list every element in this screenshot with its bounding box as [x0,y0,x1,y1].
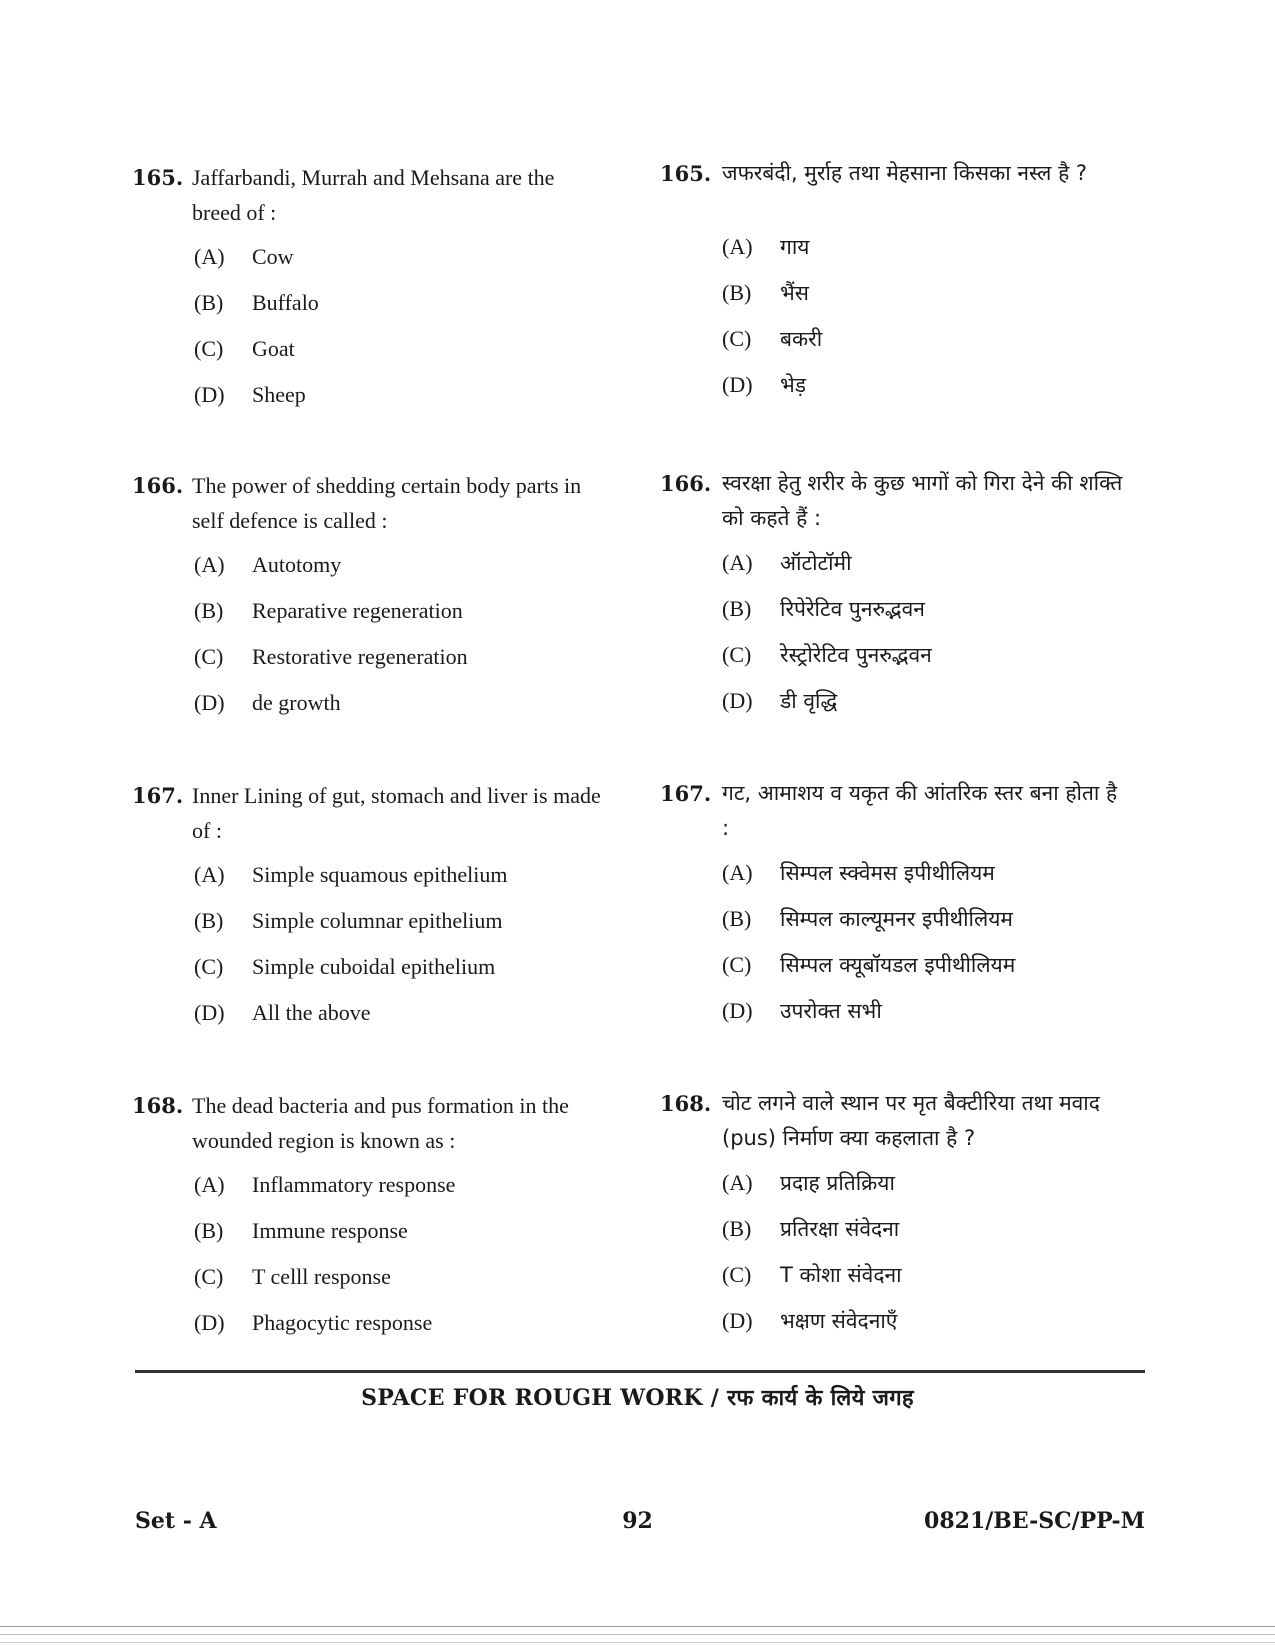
option-text: बकरी [780,327,823,351]
question-stem [660,466,1130,536]
option-d [722,369,1130,415]
options-list [132,1169,602,1353]
option-b [194,287,602,333]
option-letter: (C) [194,644,224,669]
option-letter: (C) [194,336,224,361]
option-text: गाय [780,235,810,259]
option-c [722,1259,1130,1305]
paper-code: 0821/BE-SC/PP-M [924,1508,1145,1534]
option-letter: (C) [722,642,752,667]
option-text: Immune response [252,1218,408,1243]
option-d [722,1305,1130,1351]
question-number: 167. [660,781,712,806]
option-letter: (C) [722,1262,752,1287]
option-letter: (C) [194,1264,224,1289]
option-c [194,333,602,379]
question-text: स्वरक्षा हेतु शरीर के कुछ भागों को गिरा देने की शक्ति को कहते हैं : [722,471,1123,530]
option-a [722,1167,1130,1213]
option-text: de growth [252,690,341,715]
question-number: 165. [132,165,184,190]
option-b [722,593,1130,639]
question-165-en [132,160,602,425]
question-167-hi [660,776,1130,1041]
rough-work-label: SPACE FOR ROUGH WORK / रफ कार्य के लिये जगह [361,1385,914,1411]
option-text: Simple columnar epithelium [252,908,503,933]
option-text: Inflammatory response [252,1172,456,1197]
question-stem [132,778,602,848]
option-text: Goat [252,336,295,361]
question-text: The power of shedding certain body parts in self defence is called : [192,473,582,533]
option-letter: (A) [194,552,225,577]
option-text: डी वृद्धि [780,689,838,713]
options-list [132,549,602,733]
option-text: Phagocytic response [252,1310,433,1335]
option-text: रेस्ट्रोरेटिव पुनरुद्भवन [780,643,932,667]
option-d [194,379,602,425]
option-letter: (B) [194,1218,224,1243]
option-b [194,905,602,951]
options-list [660,547,1130,731]
option-b [194,595,602,641]
question-text: Inner Lining of gut, stomach and liver is made of : [192,783,601,843]
option-letter: (A) [722,860,753,885]
option-text: भक्षण संवेदनाएँ [780,1309,898,1333]
question-166-hi [660,466,1130,731]
option-letter: (D) [194,690,225,715]
option-letter: (B) [722,906,752,931]
option-letter: (C) [722,952,752,977]
option-b [722,1213,1130,1259]
option-b [722,903,1130,949]
option-a [194,549,602,595]
option-c [194,641,602,687]
option-text: T कोशा संवेदना [780,1263,902,1287]
scan-edge-line [0,1642,1275,1643]
option-letter: (B) [722,596,752,621]
option-letter: (A) [194,1172,225,1197]
option-d [194,997,602,1043]
question-number: 167. [132,783,184,808]
option-letter: (B) [194,598,224,623]
option-c [722,323,1130,369]
option-letter: (C) [722,326,752,351]
option-b [194,1215,602,1261]
option-text: Buffalo [252,290,319,315]
option-letter: (D) [194,382,225,407]
question-stem [660,1086,1130,1156]
question-number: 166. [132,473,184,498]
options-list [132,859,602,1043]
option-a [194,1169,602,1215]
question-text: Jaffarbandi, Murrah and Mehsana are the breed of : [192,165,555,225]
question-text: गट, आमाशय व यकृत की आंतरिक स्तर बना होता है : [722,781,1118,840]
page-number: 92 [622,1508,653,1534]
option-c [722,639,1130,685]
option-d [194,687,602,733]
option-letter: (D) [194,1310,225,1335]
option-b [722,277,1130,323]
question-stem [132,468,602,538]
options-list [660,857,1130,1041]
option-text: प्रदाह प्रतिक्रिया [780,1171,895,1195]
question-stem [132,1088,602,1158]
question-number: 168. [660,1091,712,1116]
option-letter: (D) [722,372,753,397]
question-number: 166. [660,471,712,496]
question-stem [132,160,602,230]
option-letter: (A) [722,1170,753,1195]
question-text: चोट लगने वाले स्थान पर मृत बैक्टीरिया तथा मवाद (pus) निर्माण क्या कहलाता है ? [722,1091,1100,1150]
option-letter: (D) [722,998,753,1023]
option-letter: (D) [722,1308,753,1333]
scan-edge-line [0,1634,1275,1635]
option-text: उपरोक्त सभी [780,999,882,1023]
question-168-hi [660,1086,1130,1351]
options-list [660,231,1130,415]
option-letter: (B) [722,280,752,305]
option-text: भैंस [780,281,809,305]
option-letter: (A) [722,550,753,575]
option-letter: (D) [194,1000,225,1025]
option-text: सिम्पल स्क्वेमस इपीथीलियम [780,861,995,885]
option-letter: (A) [194,862,225,887]
option-c [722,949,1130,995]
option-a [722,857,1130,903]
option-letter: (A) [722,234,753,259]
option-c [194,1261,602,1307]
scan-edge-line [0,1626,1275,1627]
question-167-en [132,778,602,1043]
question-stem [660,776,1130,846]
question-number: 168. [132,1093,184,1118]
option-d [722,995,1130,1041]
option-text: सिम्पल क्यूबॉयडल इपीथीलियम [780,953,1016,977]
question-166-en [132,468,602,733]
option-text: Reparative regeneration [252,598,463,623]
option-letter: (A) [194,244,225,269]
question-stem [660,156,1130,191]
option-text: All the above [252,1000,371,1025]
option-d [194,1307,602,1353]
option-text: Simple squamous epithelium [252,862,508,887]
options-list [660,1167,1130,1351]
option-a [194,859,602,905]
option-text: रिपेरेटिव पुनरुद्भवन [780,597,925,621]
option-text: भेड़ [780,373,806,397]
option-letter: (C) [194,954,224,979]
option-text: Simple cuboidal epithelium [252,954,496,979]
question-165-hi [660,156,1130,415]
question-168-en [132,1088,602,1353]
option-text: T celll response [252,1264,391,1289]
option-text: ऑटोटॉमी [780,551,852,575]
set-label: Set - A [135,1508,217,1534]
option-a [722,547,1130,593]
option-text: Restorative regeneration [252,644,468,669]
option-text: सिम्पल काल्यूमनर इपीथीलियम [780,907,1013,931]
question-text: जफरबंदी, मुर्राह तथा मेहसाना किसका नस्ल है ? [722,161,1088,185]
option-letter: (B) [194,908,224,933]
option-text: Autotomy [252,552,342,577]
option-letter: (D) [722,688,753,713]
option-text: प्रतिरक्षा संवेदना [780,1217,900,1241]
options-list [132,241,602,425]
option-a [194,241,602,287]
option-text: Sheep [252,382,306,407]
option-letter: (B) [194,290,224,315]
question-text: The dead bacteria and pus formation in the wounded region is known as : [192,1093,569,1153]
option-letter: (B) [722,1216,752,1241]
option-c [194,951,602,997]
question-number: 165. [660,161,712,186]
option-a [722,231,1130,277]
option-d [722,685,1130,731]
rough-work-divider [135,1370,1145,1373]
option-text: Cow [252,244,294,269]
